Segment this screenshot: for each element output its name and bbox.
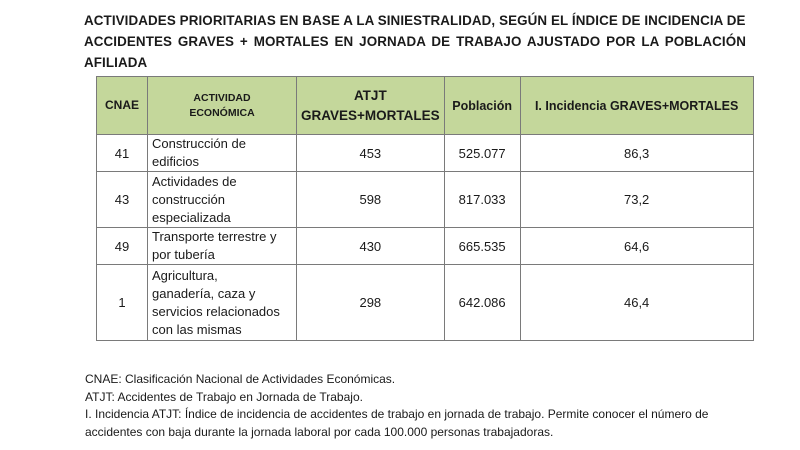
header-atjt-line-1: ATJT (353, 87, 387, 103)
table-row (97, 172, 754, 228)
table-header-row (97, 77, 754, 135)
cell-actividad-line: Actividades de (152, 173, 237, 189)
cell-atjt: 298 (297, 265, 445, 341)
cell-incidencia: 86,3 (520, 135, 753, 172)
cell-actividad (148, 265, 297, 341)
cell-cnae: 1 (97, 265, 148, 341)
table-row (97, 265, 754, 341)
table-row (97, 135, 754, 172)
cell-cnae: 49 (97, 228, 148, 265)
header-cnae: CNAE (97, 77, 148, 135)
header-incidencia: I. Incidencia GRAVES+MORTALES (520, 77, 753, 135)
cell-atjt: 430 (297, 228, 445, 265)
document-title (84, 10, 746, 73)
cell-atjt: 453 (297, 135, 445, 172)
footnote-incidencia-line-2: accidentes con baja durante la jornada laboral por cada 100.000 personas trabajadoras. (85, 424, 554, 439)
title-line-2: ACCIDENTES GRAVES + MORTALES EN JORNADA DE TRABAJO AJUSTADO POR LA POBLACIÓN AFILIADA (84, 34, 746, 70)
cell-actividad-line: especializada (152, 209, 231, 225)
cell-poblacion: 665.535 (444, 228, 520, 265)
header-actividad-line-2: ECONÓMICA (189, 106, 255, 119)
cell-actividad (148, 135, 297, 172)
cell-actividad-line: Agricultura, (152, 267, 218, 283)
cell-actividad-line: con las mismas (152, 321, 242, 337)
cell-cnae: 43 (97, 172, 148, 228)
footnote-cnae: CNAE: Clasificación Nacional de Actividades Económicas. (85, 372, 396, 386)
cell-poblacion: 817.033 (444, 172, 520, 228)
cell-poblacion: 642.086 (444, 265, 520, 341)
cell-actividad-line: servicios relacionados (152, 303, 280, 319)
cell-incidencia: 46,4 (520, 265, 753, 341)
header-poblacion: Población (444, 77, 520, 135)
header-actividad (148, 77, 297, 135)
header-actividad-line-1: ACTIVIDAD (193, 91, 251, 104)
footnote-atjt: ATJT: Accidentes de Trabajo en Jornada de Trabajo. (85, 389, 363, 404)
cell-actividad-line: construcción (152, 191, 225, 207)
title-line-1: ACTIVIDADES PRIORITARIAS EN BASE A LA SINIESTRALIDAD, SEGÚN EL ÍNDICE DE INCIDENCIA DE (84, 13, 746, 28)
cell-actividad-line: ganadería, caza y (152, 285, 256, 301)
header-atjt (297, 77, 445, 135)
cell-actividad-line: por tubería (152, 247, 215, 262)
cell-actividad-line: Transporte terrestre y (152, 229, 277, 244)
cell-atjt: 598 (297, 172, 445, 228)
table-row (97, 228, 754, 265)
cell-incidencia: 73,2 (520, 172, 753, 228)
incidence-table (96, 76, 754, 341)
cell-incidencia: 64,6 (520, 228, 753, 265)
cell-actividad (148, 172, 297, 228)
header-atjt-line-2: GRAVES+MORTALES (301, 107, 440, 123)
cell-actividad-line: Construcción de (152, 136, 246, 151)
cell-actividad (148, 228, 297, 265)
cell-actividad-line: edificios (152, 154, 199, 169)
footnote-incidencia-line-1: I. Incidencia ATJT: Índice de incidencia de accidentes de trabajo en jornada de trabajo. Permite conocer el número de (85, 407, 709, 421)
footnotes (85, 371, 755, 441)
cell-cnae: 41 (97, 135, 148, 172)
cell-poblacion: 525.077 (444, 135, 520, 172)
